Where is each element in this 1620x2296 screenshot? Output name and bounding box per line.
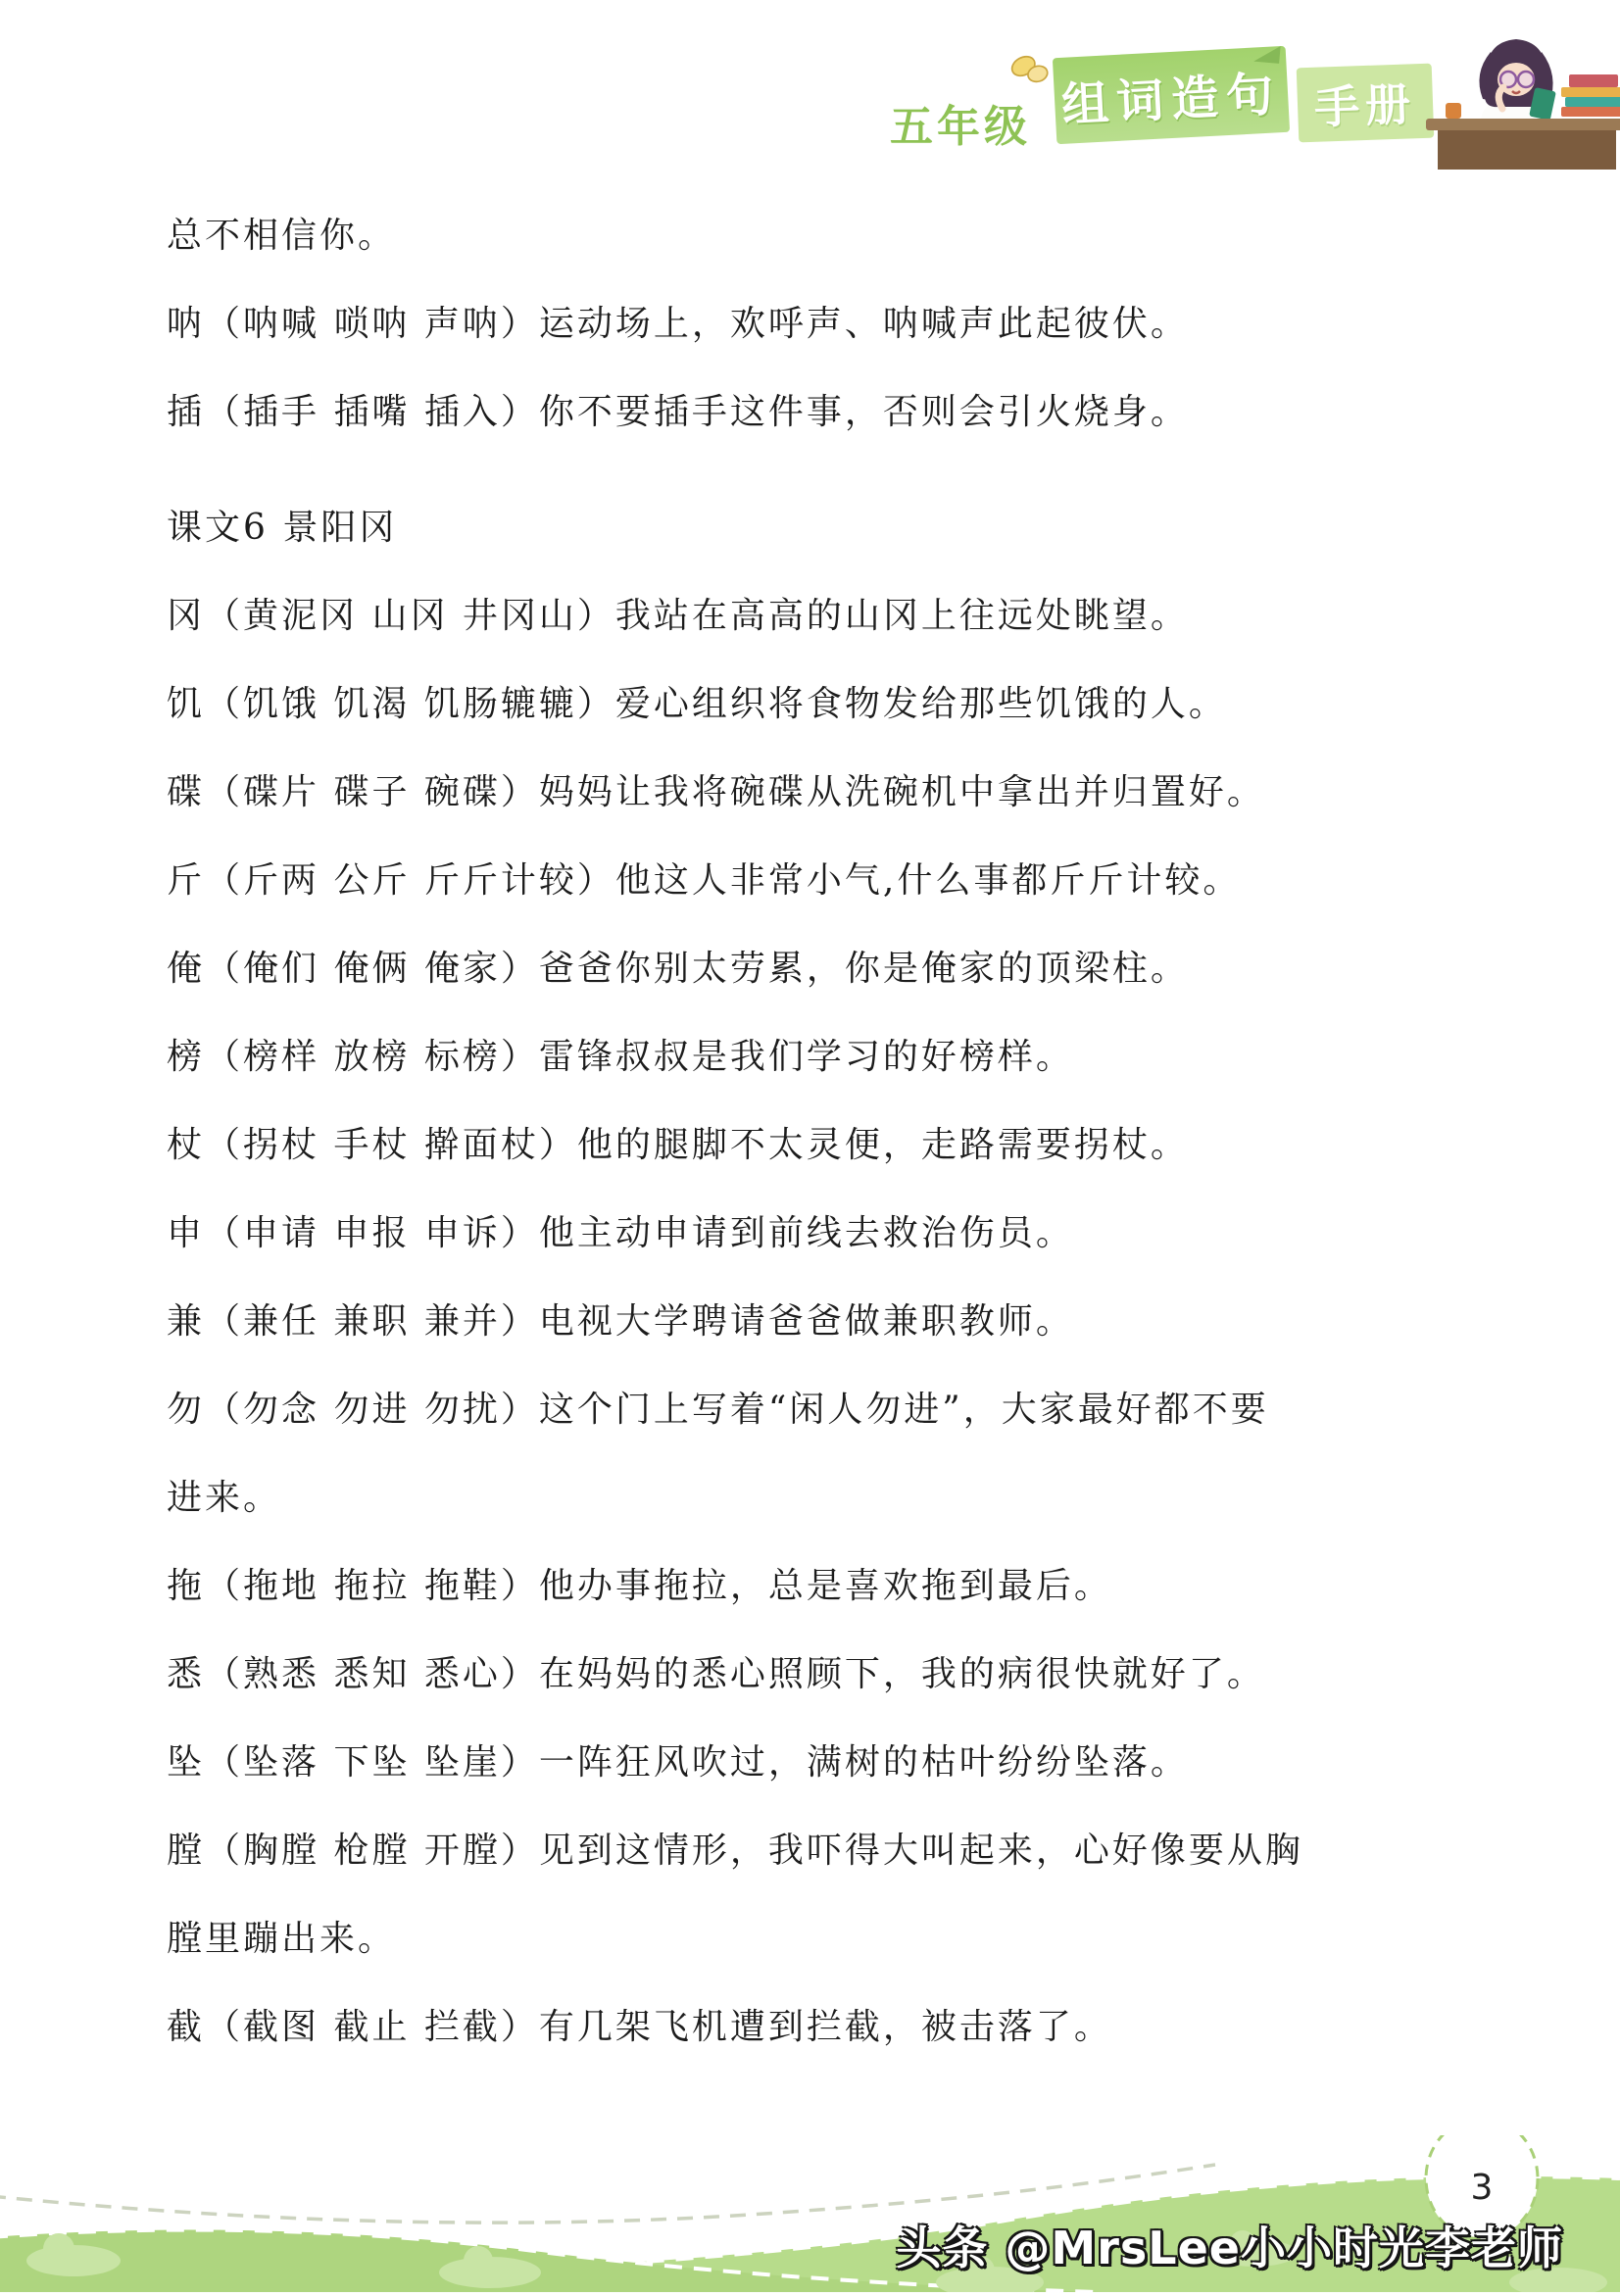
text-line-continuation: 进来。 [167, 1478, 282, 1518]
grade-label: 五年级 [890, 102, 1031, 152]
word-entry-tang: 膛（胸膛 枪膛 开膛）见到这情形，我吓得大叫起来，心好像要从胸 [167, 1831, 1303, 1871]
word-entry-zhui: 坠（坠落 下坠 坠崖）一阵狂风吹过，满树的枯叶纷纷坠落。 [167, 1742, 1189, 1783]
butterfly-icon [1007, 52, 1053, 93]
banner-subtitle: 手册 [1313, 77, 1418, 134]
word-entry-tuo: 拖（拖地 拖拉 拖鞋）他办事拖拉，总是喜欢拖到最后。 [167, 1566, 1112, 1606]
title-banner [1053, 46, 1290, 144]
girl-studying-illustration [1406, 30, 1620, 177]
word-entry-jie: 截（截图 截止 拦截）有几架飞机遭到拦截，被击落了。 [167, 2007, 1112, 2047]
page-number: 3 [1470, 2168, 1494, 2208]
word-entry-die: 碟（碟片 碟子 碗碟）妈妈让我将碗碟从洗碗机中拿出并归置好。 [167, 772, 1265, 812]
page-header [882, 44, 1620, 181]
word-entry-zhang: 杖（拐杖 手杖 擀面杖）他的腿脚不太灵便，走路需要拐杖。 [167, 1125, 1189, 1165]
word-entry-jian: 兼（兼任 兼职 兼并）电视大学聘请爸爸做兼职教师。 [167, 1301, 1074, 1342]
banner-title: 组词造句 [1059, 66, 1283, 133]
section-heading: 课文6 景阳冈 [167, 508, 398, 548]
word-entry-wu: 勿（勿念 勿进 勿扰）这个门上写着“闲人勿进”，大家最好都不要 [167, 1390, 1269, 1430]
word-entry-bang: 榜（榜样 放榜 标榜）雷锋叔叔是我们学习的好榜样。 [167, 1037, 1074, 1077]
text-line: 总不相信你。 [167, 216, 397, 256]
word-entry-an: 俺（俺们 俺俩 俺家）爸爸你别太劳累，你是俺家的顶梁柱。 [167, 949, 1189, 989]
word-entry-na: 呐（呐喊 唢呐 声呐）运动场上，欢呼声、呐喊声此起彼伏。 [167, 304, 1189, 344]
word-entry-gang: 冈（黄泥冈 山冈 井冈山）我站在高高的山冈上往远处眺望。 [167, 596, 1189, 636]
word-entry-cha: 插（插手 插嘴 插入）你不要插手这件事，否则会引火烧身。 [167, 392, 1189, 432]
word-entry-jin: 斤（斤两 公斤 斤斤计较）他这人非常小气,什么事都斤斤计较。 [167, 860, 1242, 901]
word-entry-xi: 悉（熟悉 悉知 悉心）在妈妈的悉心照顾下，我的病很快就好了。 [167, 1654, 1265, 1694]
word-entry-ji: 饥（饥饿 饥渴 饥肠辘辘）爱心组织将食物发给那些饥饿的人。 [167, 684, 1227, 724]
text-line-continuation: 膛里蹦出来。 [167, 1919, 397, 1959]
watermark-text: 头条 @MrsLee小小时光李老师 [896, 2222, 1563, 2274]
document-body [167, 218, 1539, 2097]
word-entry-shen: 申（申请 申报 申诉）他主动申请到前线去救治伤员。 [167, 1213, 1074, 1253]
